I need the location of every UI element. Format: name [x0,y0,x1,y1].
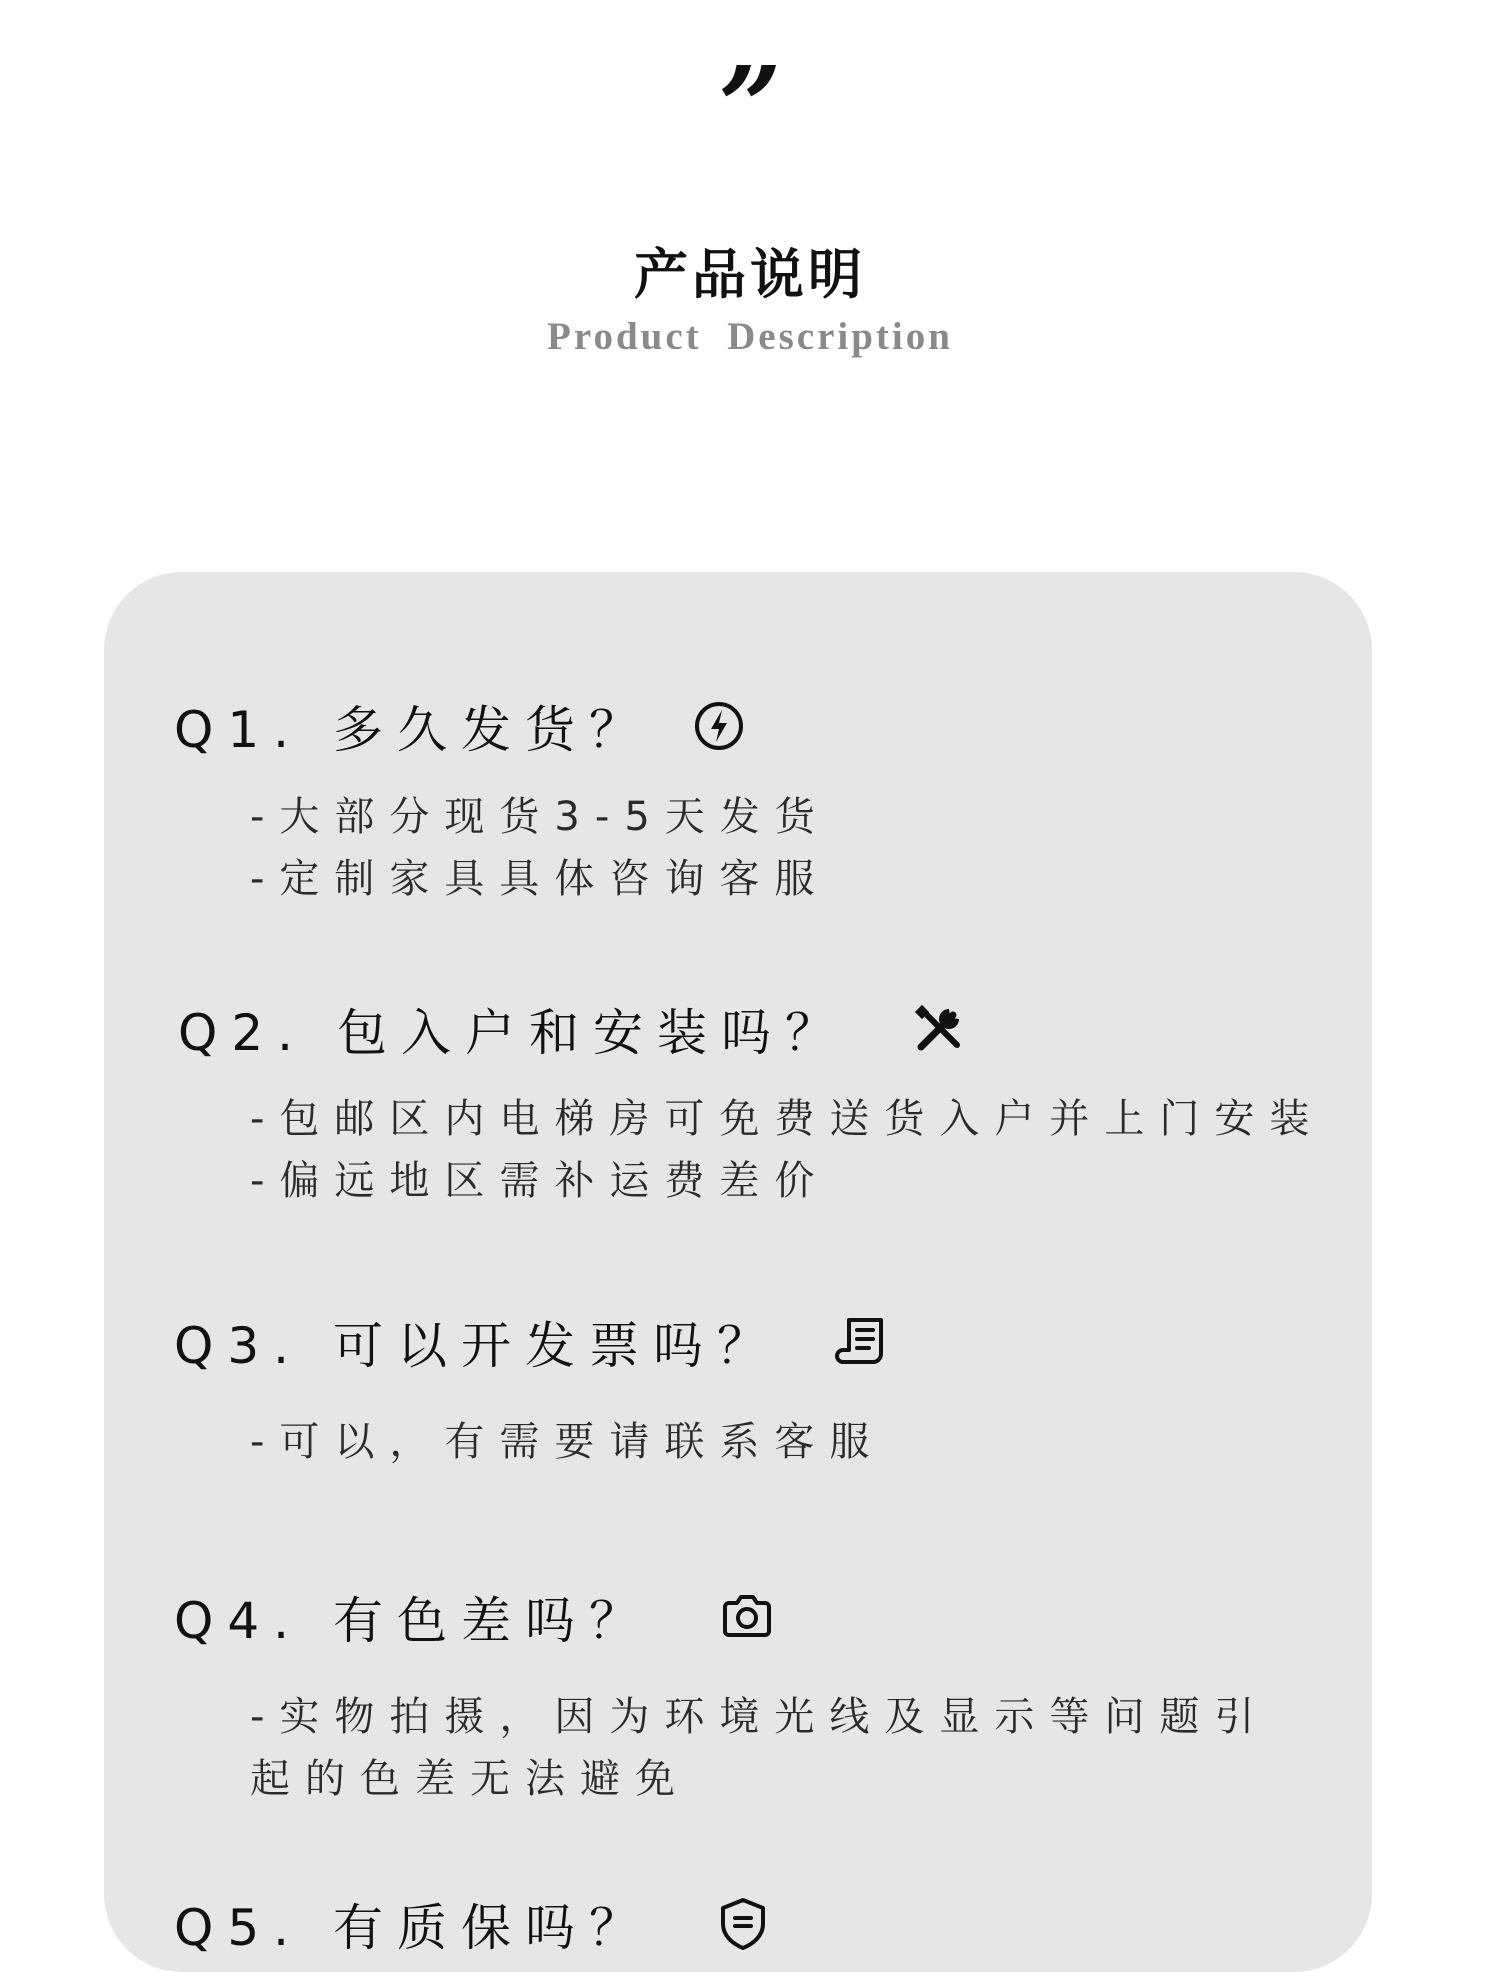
lightning-icon [689,696,749,756]
camera-icon [717,1587,777,1647]
faq-answer-2-line-1: -包邮区内电梯房可免费送货入户并上门安装 [250,1096,1325,1142]
faq-question-5 [174,1888,773,1960]
tools-icon [909,999,969,1059]
quote-mark: ” [718,42,782,171]
page-title: 产品说明 [634,242,866,306]
faq-answer-1-line-1: -大部分现货3-5天发货 [250,794,830,840]
faq-question-1 [174,690,749,762]
faq-question-2-text: Q2. 包入户和安装吗？ [178,1004,849,1062]
page-subtitle: Product Description [547,315,953,358]
faq-answer-4-line-2: 起的色差无法避免 [250,1756,690,1802]
faq-question-4-text: Q4. 有色差吗？ [174,1592,653,1650]
faq-question-2 [178,993,969,1065]
faq-question-3-text: Q3. 可以开发票吗？ [174,1317,781,1375]
faq-answer-1-line-2: -定制家具具体咨询客服 [250,856,830,902]
faq-answer-2 [250,1088,1324,1212]
receipt-icon [833,1312,893,1372]
faq-answer-4 [250,1686,1269,1810]
faq-answer-3 [250,1411,884,1473]
shield-icon [713,1894,773,1954]
faq-answer-1 [250,786,830,910]
faq-question-1-text: Q1. 多久发货？ [174,701,653,759]
faq-answer-4-line-1: -实物拍摄，因为环境光线及显示等问题引 [250,1694,1270,1740]
faq-answer-3-line-1: -可以，有需要请联系客服 [250,1419,885,1465]
faq-answer-2-line-2: -偏远地区需补运费差价 [250,1158,830,1204]
faq-question-5-text: Q5. 有质保吗？ [174,1899,653,1957]
faq-question-4 [174,1581,777,1653]
faq-question-3 [174,1306,893,1378]
